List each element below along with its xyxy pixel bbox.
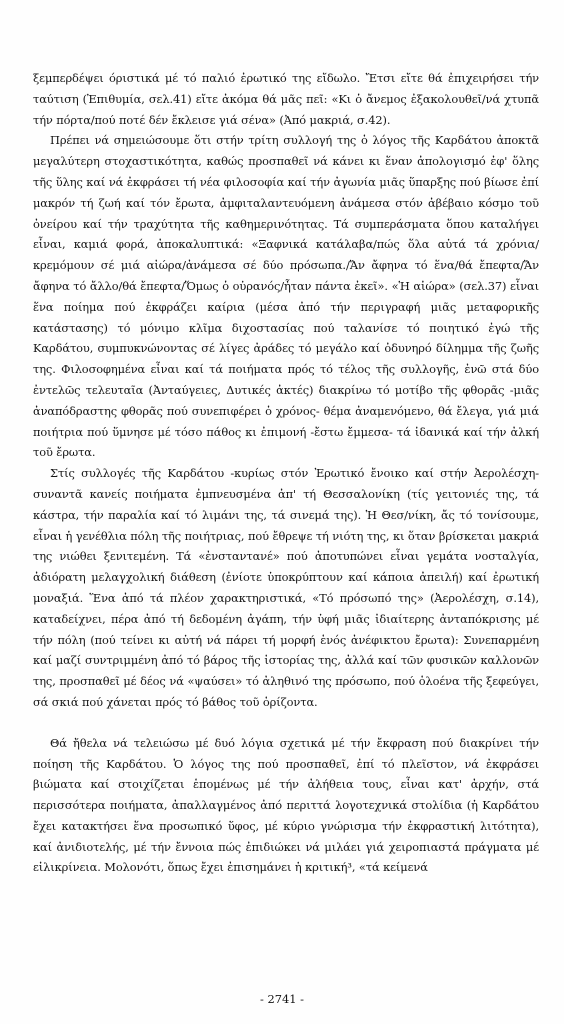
body-text xyxy=(33,68,539,878)
paragraph-third-collection: Πρέπει νά σημειώσουμε ὅτι στήν τρίτη συλλογή της ὁ λόγος τῆς Καρδάτου ἀποκτᾶ μεγαλύτερη στοχαστικότητα, καθώς προσπαθεῖ νά κάνει κι ἕναν ἀπολογισμό ἐφ' ὅλης τῆς ὕλης καί νά ἐκφράσει τή νέα φιλοσοφία καί τήν ἀγωνία μιᾶς ὕπαρξης πού βίωσε ἐπί μακρόν τή ζωή καί τόν ἔρωτα, ἀμφιταλαντευόμενη ἀνάμεσα στόν ἀβέβαιο κόσμο τοῦ ὀνείρου καί τήν τραχύτητα τῆς καθημερινότητας. Τά συμπεράσματα ὅπου καταλήγει εἶναι, καμιά φορά, ἀποκαλυπτικά: «Ξαφνικά κατάλαβα/πώς ὅλα αὐτά τά χρόνια/κρεμόμουν σέ μιά αἰώρα/ἀνάμεσα σέ δύο πρόσωπα./Ἄν ἄφηνα τό ἕνα/θά ἔπεφτα/Ἄν ἄφηνα τό ἄλλο/θά ἔπεφτα/Ὅμως ὁ οὐρανός/ἦταν πάντα ἐκεῖ». «Ἡ αἰώρα» (σελ.37) εἶναι ἕνα ποίημα πού ἐκφράζει καίρια (μέσα ἀπό τήν περιγραφή μιᾶς μεταφορικῆς κατάστασης) τό μόνιμο κλῖμα διχοστασίας πού ταλανίσε τό ποιητικό ἐγώ τῆς Καρδάτου, συμπυκνώνοντας σέ λίγες ἀράδες τό μεγάλο καί ὀδυνηρό δίλημμα τῆς ζωῆς της. Φιλοσοφημένα εἶναι καί τά ποιήματα πρός τό τέλος τῆς συλλογῆς, ἐνῶ στά δύο ἐντελῶς τελευταῖα (Ἀνταύγειες, Δυτικές ἀκτές) διακρίνω τό μοτίβο τῆς φθορᾶς -μιᾶς ἀναπόδραστης φθορᾶς πού συνεπιφέρει ὁ χρόνος- θέμα ἀναμενόμενο, θά ἔλεγα, γιά μιά ποιήτρια πού ὕμνησε μέ τόσο πάθος κι ἐπιμονή -ἔστω ἔμμεσα- τά ἰδανικά καί τήν ἀλκή τοῦ ἔρωτα. xyxy=(33,133,539,460)
page-number: - 2741 - xyxy=(260,992,304,1006)
paragraph-thessaloniki: Στίς συλλογές τῆς Καρδάτου -κυρίως στόν Ἐρωτικό ἔνοικο καί στήν Ἀερολέσχη- συναντᾶ κανείς ποιήματα ἐμπνευσμένα ἀπ' τή Θεσσαλονίκη (τίς γειτονιές της, τά κάστρα, τήν παραλία καί τό λιμάνι της, τά σινεμά της). Ἡ Θεσ/νίκη, ἄς τό τονίσουμε, εἶναι ἡ γενέθλια πόλη τῆς ποιήτριας, πού ἔθρεψε τή νιότη της, κι ὅταν βρίσκεται μακριά της νιώθει ξενιτεμένη. Τά «ἐνσταντανέ» πού ἀποτυπώνει εἶναι γεμάτα νοσταλγία, ἀδιόρατη μελαγχολική διάθεση (ἐνίοτε ὑποκρύπτουν καί κάποια ἀπειλή) καί ἐρωτική μοναξιά. Ἕνα ἀπό τά πλέον χαρακτηριστικά, «Τό πρόσωπό της» (Ἀερολέσχη, σ.14), καταδείχνει, πέρα ἀπό τή δεδομένη ἀγάπη, τήν ὑφή μιᾶς ἰδιαίτερης ἀνταπόκρισης μέ τήν πόλη (πού τείνει κι αὐτή νά πάρει τή μορφή ἑνός ἀνέφικτου ἔρωτα): Συνεπαρμένη καί μαζί συντριμμένη ἀπό τό βάρος τῆς ἱστορίας της, ἀλλά καί τῶν φυσικῶν καλλονῶν της, προσπαθεῖ μέ δέος νά «ψαύσει» τό ἀληθινό της πρόσωπο, πού ὁλοένα τῆς ξεφεύγει, σά σκιά πού χάνεται πρός τό βάθος τοῦ ὁρίζοντα. xyxy=(33,466,539,709)
paragraph-continuation: ξεμπερδέψει όριστικά μέ τό παλιό ἐρωτικό της εἴδωλο. Ἔτσι εἴτε θά ἐπιχειρήσει τήν ταύτιση (Ἐπιθυμία, σελ.41) εἴτε ἀκόμα θά μᾶς πεῖ: «Κι ὁ ἄνεμος ἐξακολουθεῖ/νά χτυπᾶ τήν πόρτα/πού ποτέ δέν ἔκλεισε γιά σένα» (Ἀπό μακριά, σ.42). xyxy=(33,71,539,127)
paragraph-expression: Θά ἤθελα νά τελειώσω μέ δυό λόγια σχετικά μέ τήν ἔκφραση πού διακρίνει τήν ποίηση τῆς Καρδάτου. Ὁ λόγος της πού προσπαθεῖ, ἐπί τό πλεῖστον, νά ἐκφράσει βιώματα καί στοιχίζεται ἑπομένως μέ τήν ἀλήθεια τους, εἶναι κατ' ἀρχήν, στά περισσότερα ποιήματα, ἀπαλλαγμένος ἀπό περιττά λογοτεχνικά στολίδια (ἡ Καρδάτου ἔχει κατακτήσει ἕνα προσωπικό ὕφος, μέ κύριο γνώρισμα τήν ἐκφραστική λιτότητα), καί ἀνιδιοτελής, μέ τήν ἔννοια πώς ἐπιδιώκει νά μιλάει γιά χειροπιαστά πράγματα μέ εἰλικρίνεια. Μολονότι, ὅπως ἔχει ἐπισημάνει ἡ κριτική³, «τά κείμενά xyxy=(33,735,539,875)
